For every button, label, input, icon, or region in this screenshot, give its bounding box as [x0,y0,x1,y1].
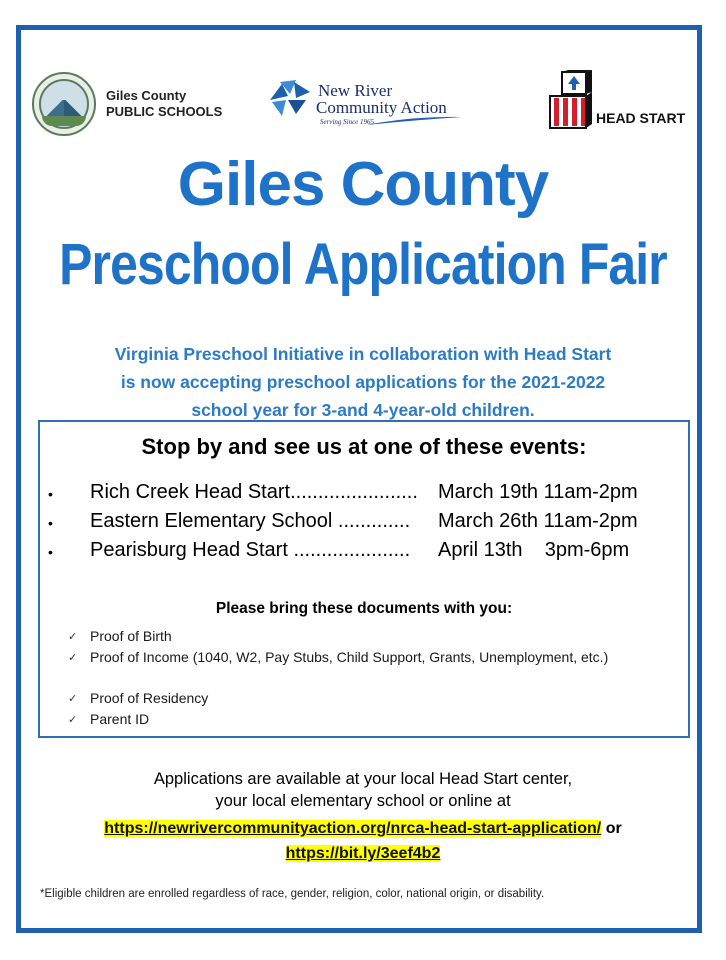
intro-line-2: is now accepting preschool applications for the 2021-2022 [120,372,606,392]
bullet-icon: • [48,544,53,560]
head-start-label: HEAD START [596,110,686,126]
title-line-2: Preschool Application Fair [59,232,667,297]
or-text: or [601,820,622,837]
event-item [90,510,638,533]
event-item [90,539,629,562]
event-date: March 26th 11am-2pm [438,510,638,532]
giles-logo-line2: PUBLIC SCHOOLS [106,104,223,119]
county-seal-icon [32,72,96,136]
checkmark-icon: ✓ [68,652,78,664]
swoosh-icon [366,116,462,126]
intro-text [40,340,686,424]
nrca-tagline: Serving Since 1965 [320,118,375,126]
link-row-1 [0,820,726,838]
link-row-2 [0,845,726,863]
application-link[interactable]: https://newrivercommunityaction.org/nrca-head-start-application/ [104,820,602,837]
nrca-logo-line1: New River [318,81,393,100]
availability-line-1: Applications are available at your local Head Start center, [153,770,573,788]
event-date: March 19th 11am-2pm [438,481,638,503]
bullet-icon: • [48,486,53,502]
giles-county-logo [32,72,222,136]
availability-text [0,768,726,812]
short-link[interactable]: https://bit.ly/3eef4b2 [285,845,441,862]
checkmark-icon: ✓ [68,631,78,643]
nrca-figures-icon [266,78,314,118]
document-item: Proof of Birth [90,628,172,644]
checkmark-icon: ✓ [68,714,78,726]
intro-line-3: school year for 3-and 4-year-old children. [191,400,535,420]
building-blocks-icon [546,70,594,130]
title-line-1: Giles County [177,150,549,219]
bullet-icon: • [48,515,53,531]
document-item: Proof of Residency [90,690,209,706]
events-box [38,420,690,738]
giles-logo-line1: Giles County [106,88,187,103]
event-item [90,481,638,504]
nrca-logo [266,72,466,132]
availability-line-2: your local elementary school or online at [215,792,511,810]
document-item: Parent ID [90,711,150,727]
intro-line-1: Virginia Preschool Initiative in collaboration with Head Start [114,344,612,364]
event-location: Rich Creek Head Start....................... [90,481,418,503]
document-item: Proof of Income (1040, W2, Pay Stubs, Child Support, Grants, Unemployment, etc.) [90,649,609,665]
nrca-logo-line2: Community Action [316,98,447,117]
event-date: April 13th 3pm-6pm [438,539,630,561]
documents-heading: Please bring these documents with you: [215,600,513,617]
checkmark-icon: ✓ [68,693,78,705]
events-heading: Stop by and see us at one of these events: [141,434,587,459]
head-start-logo [546,70,685,130]
eligibility-footnote: *Eligible children are enrolled regardless of race, gender, religion, color, national origin, or disability. [40,888,545,900]
event-location: Pearisburg Head Start ..................... [90,539,411,561]
event-location: Eastern Elementary School ............. [90,510,411,532]
